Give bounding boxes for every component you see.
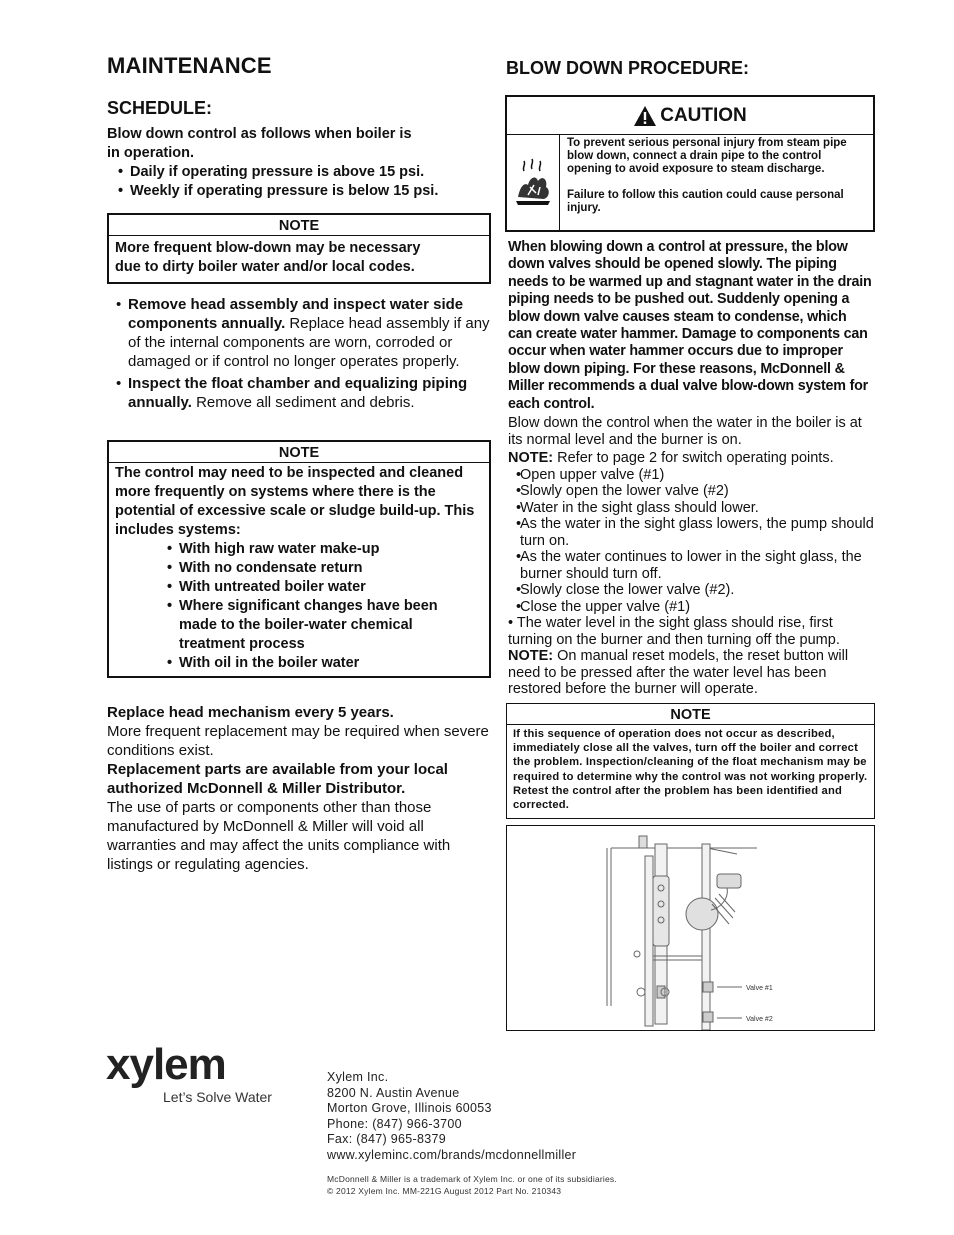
schedule-intro-line: in operation.: [107, 145, 194, 161]
list-item: • With high raw water make-up: [159, 540, 469, 559]
company-name: Xylem Inc.: [327, 1070, 389, 1084]
schedule-intro-line: Blow down control as follows when boiler is: [107, 126, 412, 142]
list-item: • Daily if operating pressure is above 15 psi.: [110, 163, 490, 182]
list-item: • With untreated boiler water: [159, 578, 469, 597]
caution-box: [505, 95, 875, 232]
note-box: [506, 703, 875, 819]
xylem-logo: xylem: [106, 1040, 226, 1089]
note-list: [159, 540, 469, 673]
piping-diagram: [506, 825, 875, 1031]
replace-bold: Replace head mechanism every 5 years.: [107, 704, 394, 721]
item-text: Replace head assembly if any of the internal components are worn, corroded or damaged or if control no longer operates properly.: [128, 315, 490, 370]
list-item: • With no condensate return: [159, 559, 469, 578]
boiler-piping-illustration: [507, 826, 874, 1030]
list-item: [108, 374, 490, 412]
note-label: NOTE:: [508, 648, 554, 664]
parts-text: The use of parts or components other than those manufactured by McDonnell & Miller will void all warranties and may affect the units compliance with listings or regulating agencies.: [107, 799, 451, 873]
list-item: • Slowly open the lower valve (#2): [508, 483, 876, 500]
procedure-note-2: [508, 648, 876, 698]
list-item: • As the water continues to lower in the sight glass, the burner should turn off.: [508, 549, 876, 582]
note-line: More frequent blow-down may be necessary: [115, 240, 421, 256]
item-text: Remove all sediment and debris.: [191, 394, 415, 411]
warning-icon: [633, 105, 657, 127]
logo-tagline: Let’s Solve Water: [163, 1089, 272, 1105]
fax-number: Fax: (847) 965-8379: [327, 1132, 446, 1146]
list-item: • Where significant changes have been made to the boiler-water chemical treatment process: [159, 597, 469, 654]
note-box: [107, 213, 491, 284]
schedule-heading: SCHEDULE:: [107, 98, 213, 118]
copyright-text: © 2012 Xylem Inc. MM-221G August 2012 Part No. 210343: [327, 1186, 562, 1196]
item-bold: Inspect the float chamber and equalizing piping annually.: [128, 375, 468, 411]
procedure-intro: Blow down the control when the water in the boiler is at its normal level and the burner is on.: [508, 415, 862, 448]
procedure-section: [508, 415, 876, 698]
inspection-list: [108, 295, 490, 412]
schedule-intro: [107, 125, 487, 163]
note-heading: NOTE: [109, 215, 489, 236]
note-heading: NOTE: [109, 442, 489, 463]
valve-1-label: Valve #1: [746, 985, 773, 992]
note-text: If this sequence of operation does not occur as described, immediately close all the valves, turn off the boiler and correct the problem. Inspection/cleaning of the float mechanism may be required to determine why the control was not working properly. Retest the control after the problem has been identified and corrected.: [513, 728, 868, 812]
replacement-section: [107, 703, 491, 874]
list-item: • Weekly if operating pressure is below 15 psi.: [110, 182, 490, 201]
blow-down-title: BLOW DOWN PROCEDURE:: [506, 58, 749, 78]
trademark-text: McDonnell & Miller is a trademark of Xylem Inc. or one of its subsidiaries.: [327, 1174, 617, 1184]
caution-image-cell: [507, 134, 560, 230]
note-text: The control may need to be inspected and cleaned more frequently on systems where there is the potential of excessive scale or sludge build-up. This includes systems:: [115, 465, 475, 538]
list-item: • As the water in the sight glass lowers, the pump should turn on.: [508, 516, 876, 549]
last-step-text: The water level in the sight glass should rise, first turning on the burner and then turning off the pump.: [508, 615, 840, 648]
parts-bold: Replacement parts are available from your local authorized McDonnell & Miller Distributor.: [107, 761, 448, 797]
warning-paragraph: When blowing down a control at pressure, the blow down valves should be opened slowly. The piping needs to be warmed up and stagnant water in the drain piping needs to be pushed out. Suddenly opening a blow down valve causes steam to condense, which can create water hammer. Damage to components can occur when water hammer occurs due to improper blow down piping. For these reasons, McDonnell & Miller recommends a dual valve blow-down system for each control.: [508, 239, 872, 412]
caution-heading: CAUTION: [660, 104, 747, 126]
note-heading: NOTE: [507, 704, 874, 725]
address-line: 8200 N. Austin Avenue: [327, 1085, 460, 1100]
replace-text: More frequent replacement may be required when severe conditions exist.: [107, 723, 489, 759]
caution-header: [507, 97, 873, 135]
company-address: [327, 1070, 576, 1163]
legal-text: [327, 1173, 617, 1197]
phone-number: Phone: (847) 966-3700: [327, 1116, 462, 1131]
caution-text-2: Failure to follow this caution could cause personal injury.: [567, 189, 844, 214]
note-line: due to dirty boiler water and/or local codes.: [115, 259, 415, 275]
page-title: MAINTENANCE: [107, 53, 272, 78]
valve-2-label: Valve #2: [746, 1016, 773, 1023]
note-text: [109, 236, 489, 277]
list-item: • Slowly close the lower valve (#2).: [508, 582, 876, 599]
address-line: Morton Grove, Illinois 60053: [327, 1101, 492, 1115]
note-text: Refer to page 2 for switch operating points.: [553, 450, 834, 466]
list-item: • Close the upper valve (#1): [508, 599, 876, 616]
list-item: • With oil in the boiler water: [159, 654, 469, 673]
schedule-list: [110, 163, 490, 201]
caution-text: [567, 137, 867, 215]
last-step: • The water level in the sight glass should rise, first turning on the burner and then turning off the pump.: [508, 615, 840, 648]
procedure-note: [508, 450, 876, 467]
steam-burn-icon: [510, 157, 556, 207]
website-link[interactable]: www.xyleminc.com/brands/mcdonnellmiller: [327, 1147, 577, 1162]
caution-text-1: To prevent serious personal injury from steam pipe blow down, connect a drain pipe to the control opening to avoid exposure to steam discharge.: [567, 137, 847, 175]
procedure-steps: [508, 467, 876, 616]
note-label: NOTE:: [508, 450, 554, 466]
list-item: • Water in the sight glass should lower.: [508, 500, 876, 517]
note-text: On manual reset models, the reset button will need to be pressed after the water level has been restored before the burner will operate.: [508, 648, 849, 697]
list-item: [108, 295, 490, 371]
note-box: [107, 440, 491, 678]
item-bold: Remove head assembly and inspect water side components annually.: [128, 296, 464, 332]
list-item: • Open upper valve (#1): [508, 467, 876, 484]
